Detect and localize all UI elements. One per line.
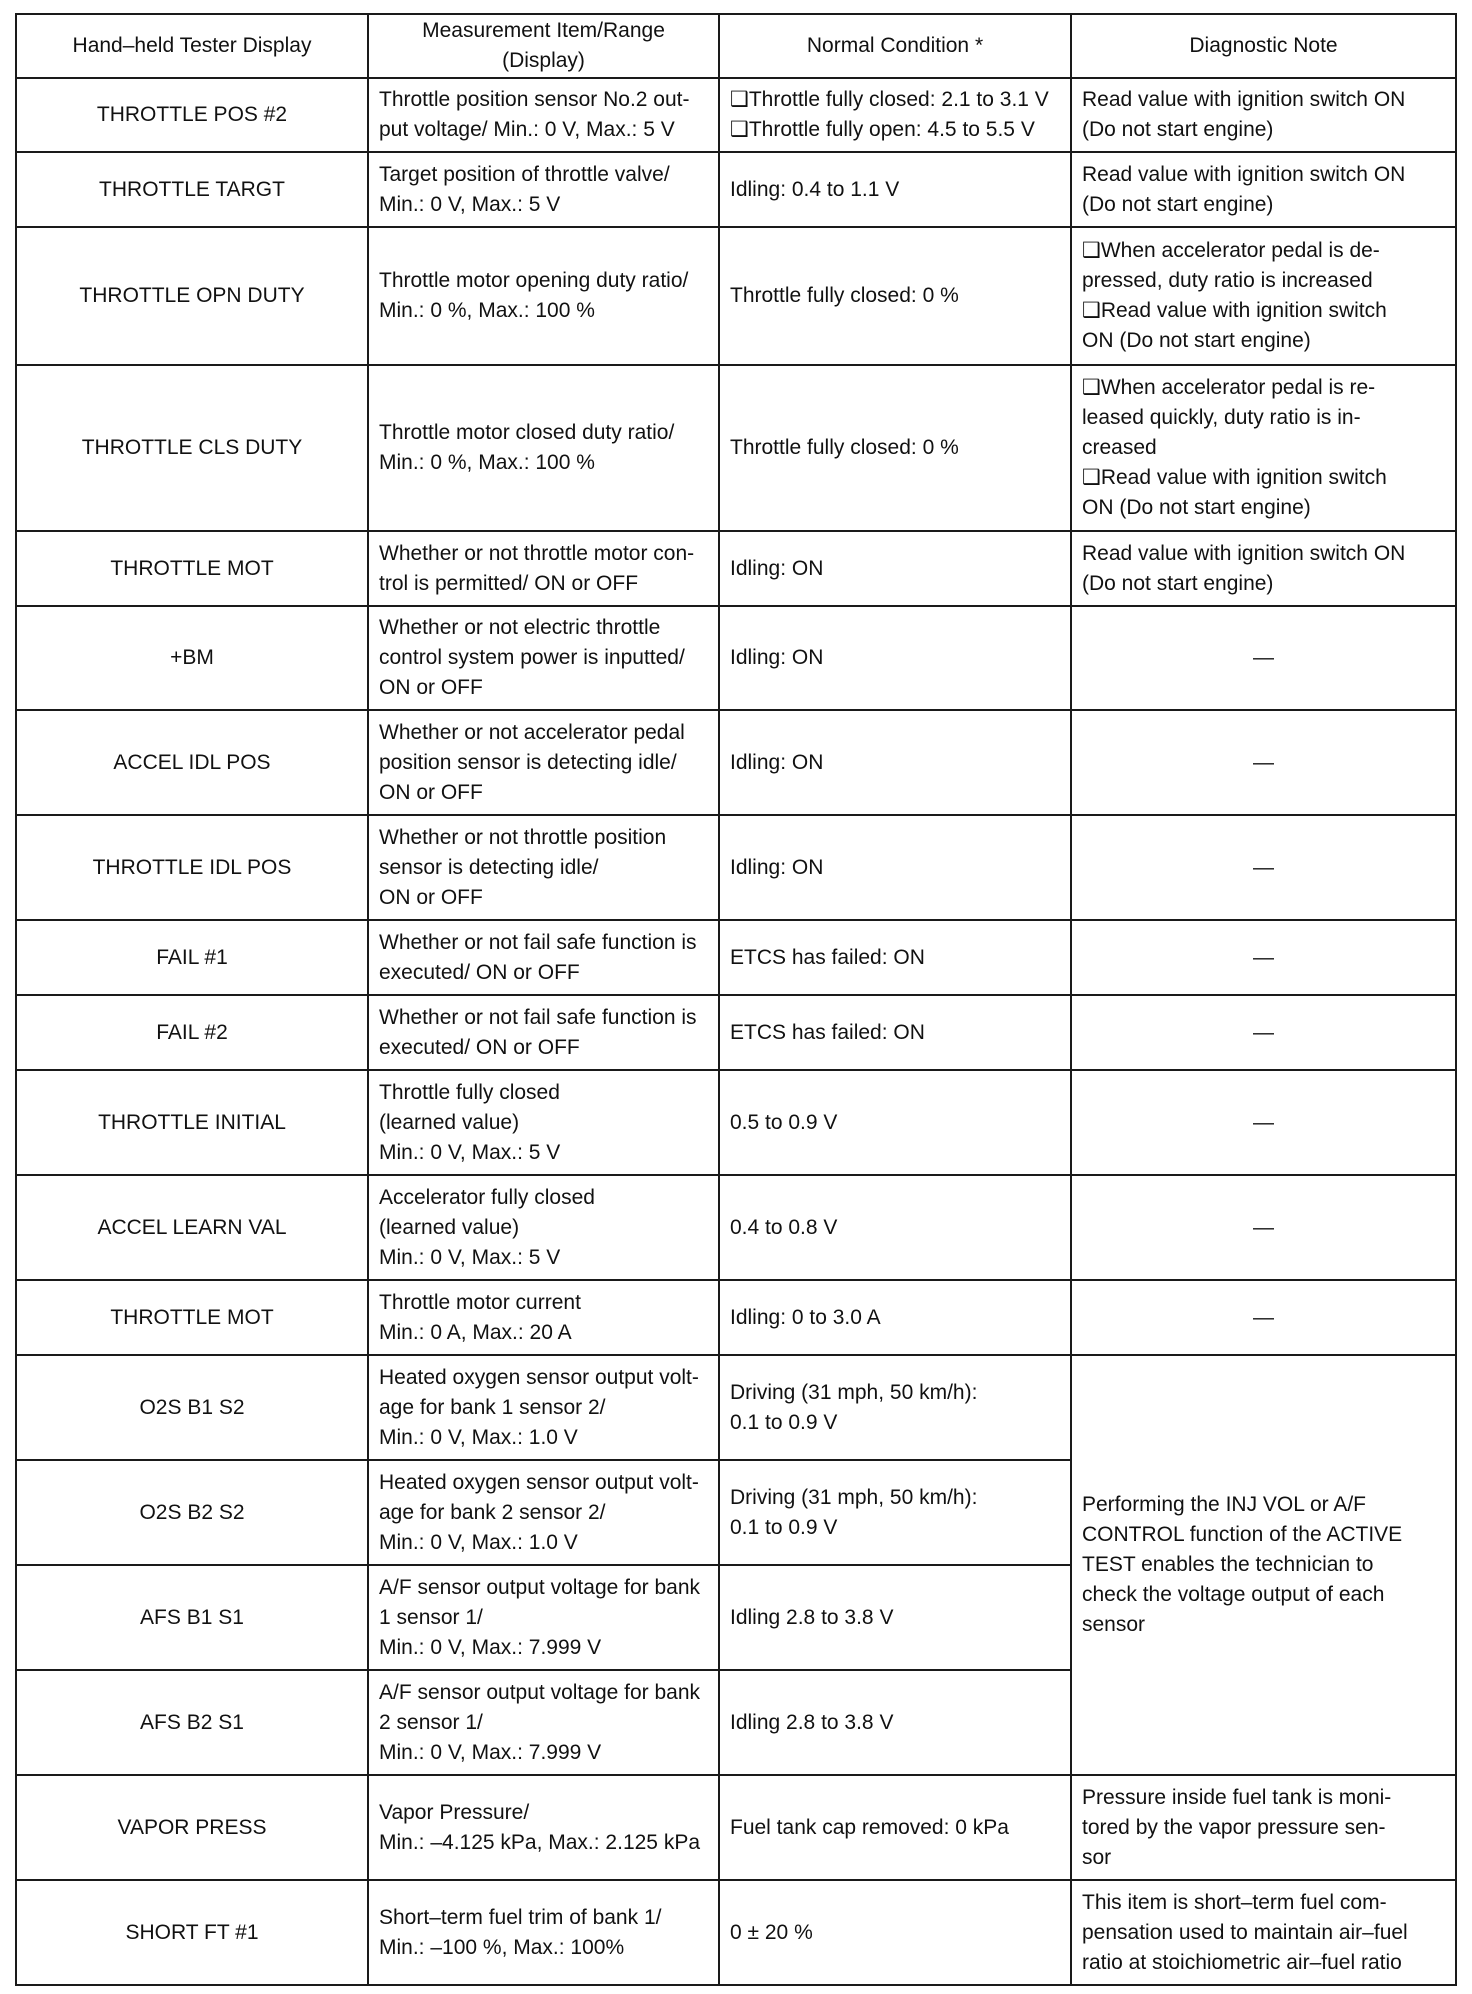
measurement-cell: Whether or not fail safe function is executed/ ON or OFF [368,995,719,1070]
measurement-cell: Heated oxygen sensor output volt- age for bank 2 sensor 2/ Min.: 0 V, Max.: 1.0 V [368,1460,719,1565]
normal-condition-cell: Idling: 0.4 to 1.1 V [719,152,1071,227]
diagnostic-table-container [15,13,1455,1986]
measurement-cell: Whether or not throttle motor con- trol is permitted/ ON or OFF [368,531,719,606]
tester-display-cell: ACCEL LEARN VAL [16,1175,368,1280]
data-list-table [15,13,1457,1986]
diagnostic-note-cell: Read value with ignition switch ON (Do not start engine) [1071,152,1456,227]
table-row [16,920,1456,995]
table-row [16,1070,1456,1175]
diagnostic-note-cell: — [1071,995,1456,1070]
diagnostic-note-cell: Read value with ignition switch ON (Do not start engine) [1071,78,1456,152]
table-row [16,710,1456,815]
normal-condition-cell: ETCS has failed: ON [719,995,1071,1070]
table-row [16,606,1456,710]
measurement-cell: A/F sensor output voltage for bank 2 sensor 1/ Min.: 0 V, Max.: 7.999 V [368,1670,719,1775]
tester-display-cell: SHORT FT #1 [16,1880,368,1985]
normal-condition-cell: Idling: ON [719,606,1071,710]
measurement-cell: Whether or not accelerator pedal position sensor is detecting idle/ ON or OFF [368,710,719,815]
header-row [16,14,1456,78]
tester-display-cell: THROTTLE IDL POS [16,815,368,920]
tester-display-cell: THROTTLE MOT [16,1280,368,1355]
normal-condition-cell: ETCS has failed: ON [719,920,1071,995]
diagnostic-note-cell: — [1071,920,1456,995]
tester-display-cell: THROTTLE POS #2 [16,78,368,152]
measurement-cell: Whether or not fail safe function is executed/ ON or OFF [368,920,719,995]
measurement-cell: Target position of throttle valve/ Min.: 0 V, Max.: 5 V [368,152,719,227]
measurement-cell: Throttle motor closed duty ratio/ Min.: 0 %, Max.: 100 % [368,365,719,531]
measurement-cell: Throttle fully closed (learned value) Min.: 0 V, Max.: 5 V [368,1070,719,1175]
normal-condition-cell: Idling 2.8 to 3.8 V [719,1565,1071,1670]
normal-condition-cell: Throttle fully closed: 0 % [719,365,1071,531]
tester-display-cell: THROTTLE MOT [16,531,368,606]
header-tester-display: Hand–held Tester Display [16,14,368,78]
normal-condition-cell: ❑Throttle fully closed: 2.1 to 3.1 V ❑Throttle fully open: 4.5 to 5.5 V [719,78,1071,152]
measurement-cell: Heated oxygen sensor output volt- age for bank 1 sensor 2/ Min.: 0 V, Max.: 1.0 V [368,1355,719,1460]
diagnostic-note-cell: ❑When accelerator pedal is re- leased quickly, duty ratio is in- creased ❑Read value with ignition switch ON (Do not start engine) [1071,365,1456,531]
measurement-cell: Throttle motor opening duty ratio/ Min.: 0 %, Max.: 100 % [368,227,719,365]
tester-display-cell: O2S B2 S2 [16,1460,368,1565]
measurement-cell: Accelerator fully closed (learned value) Min.: 0 V, Max.: 5 V [368,1175,719,1280]
tester-display-cell: THROTTLE OPN DUTY [16,227,368,365]
diagnostic-note-cell: — [1071,1280,1456,1355]
measurement-cell: Vapor Pressure/ Min.: –4.125 kPa, Max.: 2.125 kPa [368,1775,719,1880]
diagnostic-note-cell: This item is short–term fuel com- pensation used to maintain air–fuel ratio at stoichiometric air–fuel ratio [1071,1880,1456,1985]
diagnostic-note-cell: — [1071,815,1456,920]
tester-display-cell: VAPOR PRESS [16,1775,368,1880]
header-diagnostic-note: Diagnostic Note [1071,14,1456,78]
measurement-cell: Throttle position sensor No.2 out- put voltage/ Min.: 0 V, Max.: 5 V [368,78,719,152]
diagnostic-note-cell: Read value with ignition switch ON (Do not start engine) [1071,531,1456,606]
table-row [16,815,1456,920]
table-row [16,531,1456,606]
table-row [16,1355,1456,1460]
normal-condition-cell: 0.5 to 0.9 V [719,1070,1071,1175]
header-normal-condition: Normal Condition * [719,14,1071,78]
table-row [16,1175,1456,1280]
normal-condition-cell: 0.4 to 0.8 V [719,1175,1071,1280]
normal-condition-cell: Driving (31 mph, 50 km/h): 0.1 to 0.9 V [719,1355,1071,1460]
table-row [16,1880,1456,1985]
measurement-cell: A/F sensor output voltage for bank 1 sensor 1/ Min.: 0 V, Max.: 7.999 V [368,1565,719,1670]
measurement-cell: Whether or not electric throttle control system power is inputted/ ON or OFF [368,606,719,710]
normal-condition-cell: Throttle fully closed: 0 % [719,227,1071,365]
tester-display-cell: THROTTLE INITIAL [16,1070,368,1175]
normal-condition-cell: Idling 2.8 to 3.8 V [719,1670,1071,1775]
normal-condition-cell: 0 ± 20 % [719,1880,1071,1985]
normal-condition-cell: Fuel tank cap removed: 0 kPa [719,1775,1071,1880]
normal-condition-cell: Driving (31 mph, 50 km/h): 0.1 to 0.9 V [719,1460,1071,1565]
table-row [16,78,1456,152]
table-row [16,365,1456,531]
tester-display-cell: THROTTLE CLS DUTY [16,365,368,531]
table-row [16,227,1456,365]
header-measurement-item: Measurement Item/Range (Display) [368,14,719,78]
measurement-cell: Short–term fuel trim of bank 1/ Min.: –100 %, Max.: 100% [368,1880,719,1985]
diagnostic-note-cell: Pressure inside fuel tank is moni- tored by the vapor pressure sen- sor [1071,1775,1456,1880]
measurement-cell: Whether or not throttle position sensor is detecting idle/ ON or OFF [368,815,719,920]
diagnostic-note-cell: — [1071,606,1456,710]
tester-display-cell: FAIL #1 [16,920,368,995]
tester-display-cell: AFS B2 S1 [16,1670,368,1775]
normal-condition-cell: Idling: 0 to 3.0 A [719,1280,1071,1355]
sensor-group-note-cell: Performing the INJ VOL or A/F CONTROL function of the ACTIVE TEST enables the technician to check the voltage output of each sensor [1071,1355,1456,1775]
tester-display-cell: ACCEL IDL POS [16,710,368,815]
tester-display-cell: THROTTLE TARGT [16,152,368,227]
table-row [16,152,1456,227]
diagnostic-note-cell: — [1071,1175,1456,1280]
table-row [16,1775,1456,1880]
diagnostic-note-cell: ❑When accelerator pedal is de- pressed, duty ratio is increased ❑Read value with ignition switch ON (Do not start engine) [1071,227,1456,365]
measurement-cell: Throttle motor current Min.: 0 A, Max.: 20 A [368,1280,719,1355]
diagnostic-note-cell: — [1071,1070,1456,1175]
tester-display-cell: +BM [16,606,368,710]
diagnostic-note-cell: — [1071,710,1456,815]
tester-display-cell: FAIL #2 [16,995,368,1070]
normal-condition-cell: Idling: ON [719,531,1071,606]
table-row [16,995,1456,1070]
normal-condition-cell: Idling: ON [719,710,1071,815]
table-row [16,1280,1456,1355]
tester-display-cell: AFS B1 S1 [16,1565,368,1670]
normal-condition-cell: Idling: ON [719,815,1071,920]
tester-display-cell: O2S B1 S2 [16,1355,368,1460]
